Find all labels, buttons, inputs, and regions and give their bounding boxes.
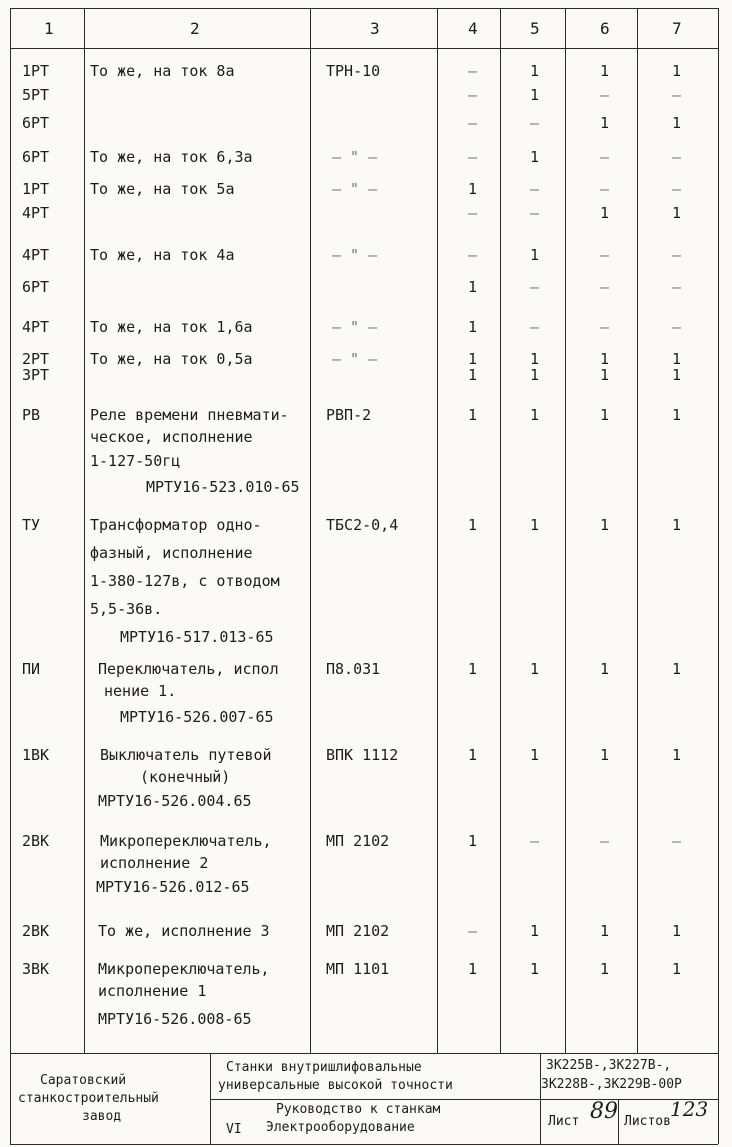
quantity-c6: 1 (600, 960, 610, 978)
sheet-number: 89 (590, 1099, 618, 1124)
position-code: ТУ (22, 516, 41, 534)
quantity-c6: 1 (600, 204, 610, 222)
quantity-c4: 1 (468, 960, 478, 978)
quantity-c5: 1 (530, 148, 540, 166)
type-designation: ТБС2-0,4 (326, 516, 399, 534)
quantity-c7: – (672, 86, 682, 104)
position-code: 6PT (22, 114, 50, 132)
quantity-c4: 1 (468, 278, 478, 296)
quantity-c4: 1 (468, 350, 478, 368)
quantity-c4: 1 (468, 406, 478, 424)
description-line: 1-380-127в, с отводом (90, 572, 280, 590)
quantity-c6: 1 (600, 660, 610, 678)
description-line: То же, на ток 1,6а (90, 318, 253, 336)
type-designation: ТРН-10 (326, 62, 381, 80)
quantity-c7: – (672, 318, 682, 336)
position-code: 1ВК (22, 746, 50, 764)
column-divider (718, 8, 719, 1144)
description-line: То же, на ток 8а (90, 62, 235, 80)
footer-divider (210, 1053, 211, 1144)
column-divider (84, 8, 85, 1053)
quantity-c5: 1 (530, 960, 540, 978)
quantity-c4: – (468, 86, 478, 104)
quantity-c4: – (468, 148, 478, 166)
quantity-c4: 1 (468, 832, 478, 850)
plant-name-line1: Саратовский (40, 1073, 127, 1088)
description-line: То же, на ток 6,3а (90, 148, 253, 166)
quantity-c7: 1 (672, 922, 682, 940)
quantity-c7: 1 (672, 406, 682, 424)
description-line: исполнение 1 (98, 982, 207, 1000)
quantity-c6: 1 (600, 114, 610, 132)
quantity-c5: – (530, 204, 540, 222)
quantity-c4: – (468, 922, 478, 940)
position-code: 1PT (22, 180, 50, 198)
position-code: 1PT (22, 62, 50, 80)
quantity-c5: – (530, 114, 540, 132)
quantity-c5: – (530, 278, 540, 296)
quantity-c6: 1 (600, 406, 610, 424)
description-line: Трансформатор одно- (90, 516, 262, 534)
quantity-c7: 1 (672, 204, 682, 222)
description-line: МРТУ16-526.004.65 (98, 792, 252, 810)
quantity-c7: 1 (672, 660, 682, 678)
quantity-c7: – (672, 832, 682, 850)
quantity-c4: 1 (468, 180, 478, 198)
quantity-c4: – (468, 114, 478, 132)
header-rule (10, 48, 718, 49)
quantity-c6: 1 (600, 922, 610, 940)
quantity-c6: – (600, 86, 610, 104)
column-header: 4 (468, 19, 478, 38)
description-line: фазный, исполнение (90, 544, 253, 562)
description-line: То же, на ток 0,5а (90, 350, 253, 368)
quantity-c7: 1 (672, 114, 682, 132)
position-code: PB (22, 406, 41, 424)
type-designation: – " – (332, 350, 378, 368)
column-divider (637, 8, 638, 1053)
quantity-c4: 1 (468, 660, 478, 678)
description-line: МРТУ16-526.007-65 (120, 708, 274, 726)
quantity-c5: 1 (530, 350, 540, 368)
column-header: 7 (672, 19, 682, 38)
column-header: 3 (370, 19, 380, 38)
description-line: То же, на ток 5а (90, 180, 235, 198)
title-line2: универсальные высокой точности (218, 1078, 453, 1093)
quantity-c5: 1 (530, 746, 540, 764)
models-line1: 3К225В-,3К227В-, (546, 1058, 672, 1073)
quantity-c6: – (600, 832, 610, 850)
quantity-c7: – (672, 278, 682, 296)
column-divider (500, 8, 501, 1053)
type-designation: РВП-2 (326, 406, 372, 424)
position-code: 4PT (22, 318, 50, 336)
footer-divider (618, 1099, 619, 1144)
type-designation: МП 2102 (326, 922, 390, 940)
footer-divider (540, 1053, 541, 1144)
type-designation: П8.031 (326, 660, 381, 678)
type-designation: МП 1101 (326, 960, 390, 978)
description-line: МРТУ16-523.010-65 (146, 478, 300, 496)
quantity-c4: – (468, 204, 478, 222)
sheet-label: Лист (548, 1114, 580, 1129)
position-code: 2ВК (22, 922, 50, 940)
description-line: исполнение 2 (100, 854, 209, 872)
position-code: 2ВК (22, 832, 50, 850)
description-line: Микропереключатель, (98, 960, 270, 978)
type-designation: ВПК 1112 (326, 746, 399, 764)
quantity-c4: 1 (468, 318, 478, 336)
quantity-c5: – (530, 318, 540, 336)
quantity-c4: – (468, 62, 478, 80)
quantity-c7: 1 (672, 960, 682, 978)
column-divider (437, 8, 438, 1053)
quantity-c5: 1 (530, 660, 540, 678)
section-line2: Электрооборудование (266, 1120, 415, 1135)
description-line: 5,5-36в. (90, 600, 163, 618)
position-code: 4PT (22, 246, 50, 264)
sheets-label: Листов (624, 1114, 671, 1129)
type-designation: – " – (332, 318, 378, 336)
position-code: 3PT (22, 366, 50, 384)
position-code: 3ВК (22, 960, 50, 978)
quantity-c7: 1 (672, 516, 682, 534)
position-code: ПИ (22, 660, 41, 678)
description-line: Выключатель путевой (100, 746, 272, 764)
type-designation: МП 2102 (326, 832, 390, 850)
quantity-c7: 1 (672, 62, 682, 80)
description-line: Переключатель, испол (98, 660, 279, 678)
section-number: VI (226, 1122, 242, 1137)
title-line1: Станки внутришлифовальные (226, 1060, 422, 1075)
quantity-c7: 1 (672, 350, 682, 368)
quantity-c4: – (468, 246, 478, 264)
description-line: 1-127-50гц (90, 452, 181, 470)
quantity-c6: 1 (600, 62, 610, 80)
quantity-c4: 1 (468, 746, 478, 764)
column-divider (565, 8, 566, 1053)
quantity-c7: – (672, 246, 682, 264)
quantity-c7: – (672, 148, 682, 166)
description-line: МРТУ16-526.008-65 (98, 1010, 252, 1028)
footer-rule (210, 1099, 718, 1100)
column-divider (10, 8, 11, 1144)
plant-name-line3: завод (82, 1109, 122, 1124)
description-line: Реле времени пневмати- (90, 406, 289, 424)
quantity-c6: 1 (600, 746, 610, 764)
quantity-c6: 1 (600, 516, 610, 534)
quantity-c5: 1 (530, 86, 540, 104)
type-designation: – " – (332, 148, 378, 166)
quantity-c5: 1 (530, 62, 540, 80)
quantity-c7: 1 (672, 746, 682, 764)
quantity-c6: – (600, 180, 610, 198)
header-rule (10, 8, 718, 9)
footer-rule (10, 1144, 718, 1145)
section-line1: Руководство к станкам (276, 1102, 441, 1117)
quantity-c5: 1 (530, 516, 540, 534)
description-line: То же, исполнение 3 (98, 922, 270, 940)
description-line: ческое, исполнение (90, 428, 253, 446)
quantity-c7: 1 (672, 366, 682, 384)
column-header: 6 (600, 19, 610, 38)
plant-name-line2: станкостроительный (18, 1091, 159, 1106)
description-line: (конечный) (140, 768, 231, 786)
quantity-c4: 1 (468, 366, 478, 384)
quantity-c6: – (600, 278, 610, 296)
description-line: МРТУ16-517.013-65 (120, 628, 274, 646)
quantity-c4: 1 (468, 516, 478, 534)
type-designation: – " – (332, 180, 378, 198)
type-designation: – " – (332, 246, 378, 264)
quantity-c7: – (672, 180, 682, 198)
description-line: МРТУ16-526.012-65 (96, 878, 250, 896)
quantity-c6: – (600, 318, 610, 336)
column-header: 1 (44, 19, 54, 38)
position-code: 4PT (22, 204, 50, 222)
description-line: Микропереключатель, (100, 832, 272, 850)
quantity-c5: – (530, 832, 540, 850)
models-line2: 3К228В-,3К229В-00Р (541, 1077, 682, 1092)
description-line: То же, на ток 4а (90, 246, 235, 264)
quantity-c6: 1 (600, 366, 610, 384)
column-header: 5 (530, 19, 540, 38)
quantity-c6: 1 (600, 350, 610, 368)
sheets-number: 123 (670, 1097, 709, 1121)
quantity-c5: 1 (530, 246, 540, 264)
quantity-c5: – (530, 180, 540, 198)
position-code: 2PT (22, 350, 50, 368)
description-line: нение 1. (104, 682, 177, 700)
column-header: 2 (190, 19, 200, 38)
quantity-c5: 1 (530, 406, 540, 424)
quantity-c6: – (600, 148, 610, 166)
position-code: 6PT (22, 148, 50, 166)
position-code: 6PT (22, 278, 50, 296)
column-divider (310, 8, 311, 1053)
quantity-c5: 1 (530, 922, 540, 940)
footer-rule (10, 1053, 718, 1054)
position-code: 5PT (22, 86, 50, 104)
quantity-c6: – (600, 246, 610, 264)
quantity-c5: 1 (530, 366, 540, 384)
